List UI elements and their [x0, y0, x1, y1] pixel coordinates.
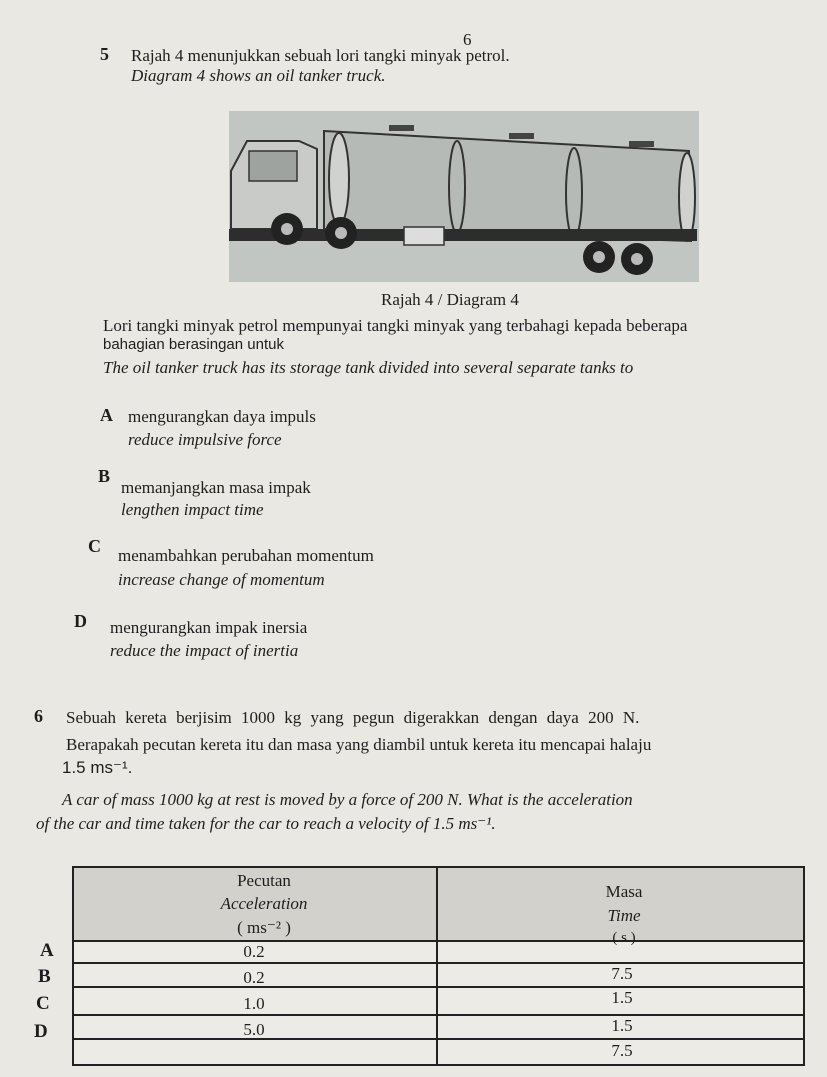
row-d-time: 7.5 — [611, 1041, 633, 1060]
q6-ms-line2: Berapakah pecutan kereta itu dan masa yang diambil untuk kereta itu mencapai halaju — [66, 735, 652, 754]
page-number: 6 — [463, 30, 472, 49]
col-time-ms: Masa — [605, 882, 643, 901]
q5-stem-ms-line2: bahagian berasingan untuk — [103, 336, 284, 353]
row-d-acceleration: 5.0 — [243, 1020, 265, 1039]
option-b-letter: B — [98, 466, 111, 486]
option-b-ms: memanjangkan masa impak — [121, 478, 311, 497]
row-b-time: 1.5 — [611, 988, 633, 1007]
col-time-en: Time — [607, 906, 641, 925]
q5-stem-ms-line1: Lori tangki minyak petrol mempunyai tangki minyak yang terbahagi kepada beberapa — [103, 316, 688, 335]
q6-ms-line1: Sebuah kereta berjisim 1000 kg yang pegun digerakkan dengan daya 200 N. — [66, 708, 640, 727]
option-d-ms: mengurangkan impak inersia — [110, 618, 308, 637]
q5-intro-ms: Rajah 4 menunjukkan sebuah lori tangki minyak petrol. — [131, 46, 510, 65]
option-a-en: reduce impulsive force — [128, 430, 282, 449]
option-c-en: increase change of momentum — [118, 570, 325, 589]
question-6-number: 6 — [34, 706, 43, 726]
oil-tanker-truck-diagram — [229, 111, 699, 282]
q6-ms-line3: 1.5 ms⁻¹. — [62, 758, 133, 777]
row-a-letter: A — [40, 940, 54, 961]
q6-en-line2: of the car and time taken for the car to reach a velocity of 1.5 ms⁻¹. — [36, 814, 496, 833]
col-acceleration-en: Acceleration — [220, 894, 308, 913]
row-a-acceleration: 0.2 — [243, 942, 265, 961]
row-c-time: 1.5 — [611, 1016, 633, 1035]
row-b-letter: B — [38, 966, 51, 987]
option-c-letter: C — [88, 536, 101, 556]
option-a-ms: mengurangkan daya impuls — [128, 407, 316, 426]
option-b-en: lengthen impact time — [121, 500, 264, 519]
option-c-ms: menambahkan perubahan momentum — [118, 546, 374, 565]
row-b-acceleration: 0.2 — [243, 968, 265, 987]
q5-intro-en: Diagram 4 shows an oil tanker truck. — [131, 66, 386, 85]
row-c-acceleration: 1.0 — [243, 994, 265, 1013]
row-c-letter: C — [36, 993, 50, 1014]
option-d-letter: D — [74, 611, 87, 631]
row-a-time: 7.5 — [611, 964, 633, 983]
q6-en-line1: A car of mass 1000 kg at rest is moved by a force of 200 N. What is the acceleration — [62, 790, 633, 809]
col-time-unit: ( s ) — [612, 930, 636, 946]
option-a-letter: A — [100, 405, 113, 425]
answer-table — [72, 866, 805, 1066]
question-5-number: 5 — [100, 44, 109, 64]
col-acceleration-ms: Pecutan — [237, 871, 291, 890]
diagram-caption: Rajah 4 / Diagram 4 — [381, 290, 519, 309]
row-d-letter: D — [34, 1021, 48, 1042]
q5-stem-en: The oil tanker truck has its storage tank divided into several separate tanks to — [103, 358, 634, 377]
col-acceleration-unit: ( ms⁻² ) — [237, 918, 291, 937]
option-d-en: reduce the impact of inertia — [110, 641, 299, 660]
